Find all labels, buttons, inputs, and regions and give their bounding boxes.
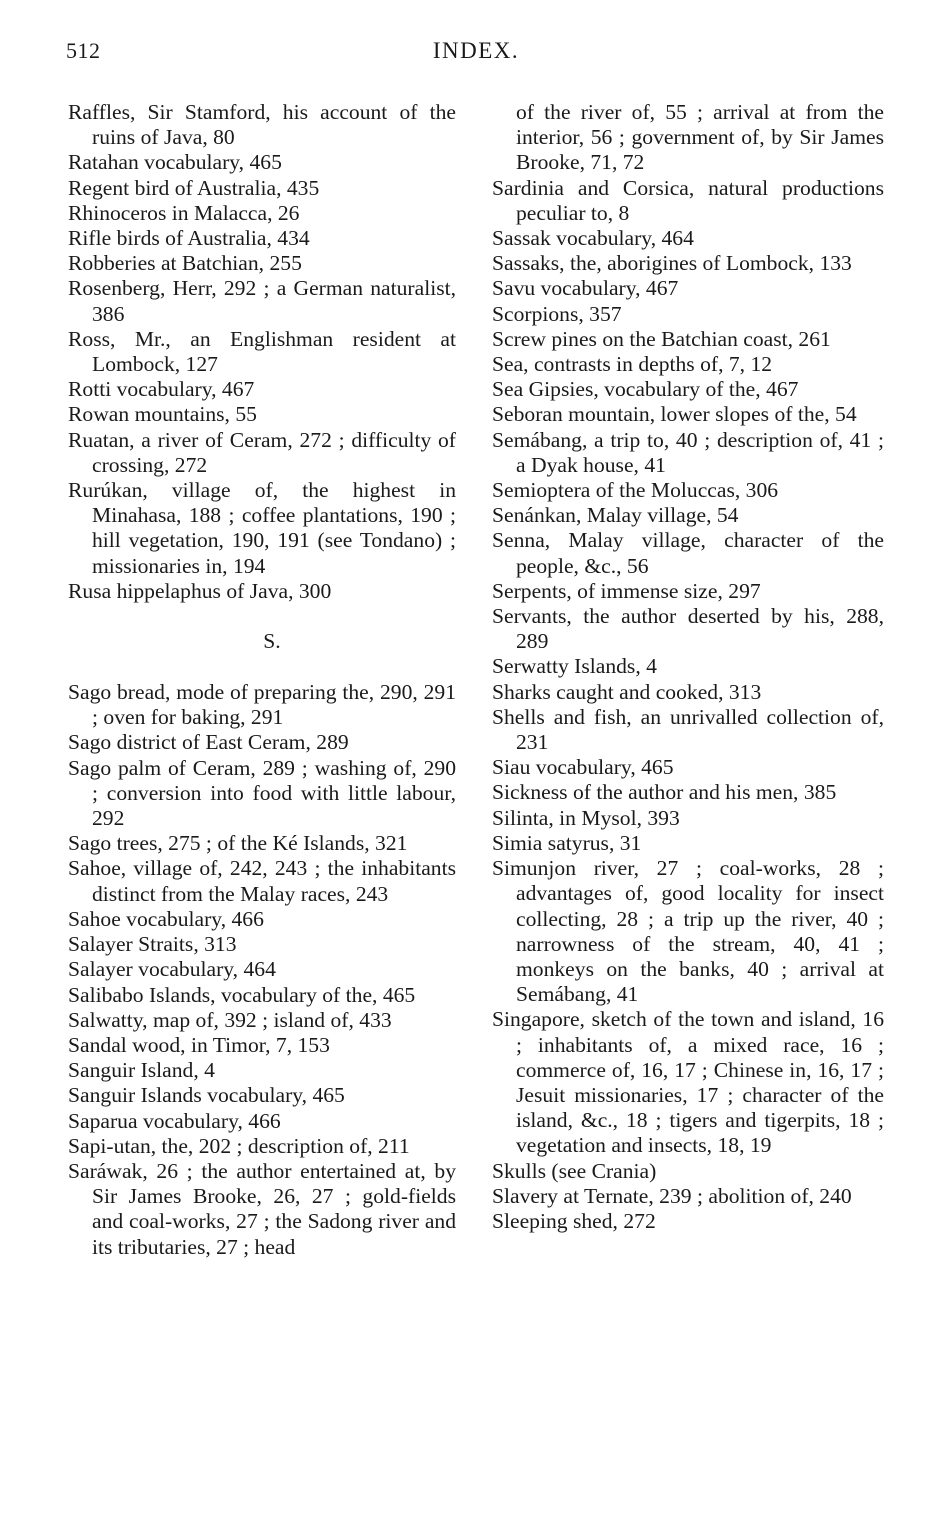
right-column bbox=[492, 100, 884, 1234]
index-entry: Regent bird of Australia, 435 bbox=[68, 175, 320, 200]
index-entry: Ruatan, a river of Ceram, 272 ; difficulty of crossing, 272 bbox=[68, 427, 456, 477]
index-entry: Scorpions, 357 bbox=[492, 301, 622, 326]
index-entry: Sickness of the author and his men, 385 bbox=[492, 780, 837, 805]
index-entry: Raffles, Sir Stamford, his account of the ruins of Java, 80 bbox=[68, 100, 456, 150]
index-entry: Seboran mountain, lower slopes of the, 54 bbox=[492, 402, 857, 427]
index-entry: Salwatty, map of, 392 ; island of, 433 bbox=[68, 1007, 392, 1032]
index-entry: Silinta, in Mysol, 393 bbox=[492, 805, 680, 830]
index-entry: Sahoe, village of, 242, 243 ; the inhabitants distinct from the Malay races, 243 bbox=[68, 856, 456, 906]
index-entry: Sea, contrasts in depths of, 7, 12 bbox=[492, 352, 773, 377]
index-entry: Semioptera of the Moluccas, 306 bbox=[492, 478, 779, 503]
index-entry: Saparua vocabulary, 466 bbox=[68, 1108, 281, 1133]
index-entry: Ratahan vocabulary, 465 bbox=[68, 150, 282, 175]
index-entry: Rurúkan, village of, the highest in Minahasa, 188 ; coffee plantations, 190 ; hill vegetation, 190, 191 (see Tondano) ; missionaries in, 194 bbox=[68, 478, 456, 578]
left-column bbox=[68, 100, 456, 1260]
index-entry-continuation: of the river of, 55 ; arrival at from the interior, 56 ; government of, by Sir James Brooke, 71, 72 bbox=[516, 100, 884, 175]
index-entry: Rusa hippelaphus of Java, 300 bbox=[68, 578, 332, 603]
index-entry: Sapi-utan, the, 202 ; description of, 211 bbox=[68, 1133, 410, 1158]
index-entry: Sassak vocabulary, 464 bbox=[492, 226, 694, 251]
index-entry: Sanguir Islands vocabulary, 465 bbox=[68, 1083, 345, 1108]
index-entry: Singapore, sketch of the town and island, 16 ; inhabitants of, a mixed race, 16 ; commerce of, 16, 17 ; Chinese in, 16, 17 ; Jesuit missionaries, 17 ; character of the island, &c., 18 ; tigers and tigerpits, 18 ; vegetation and insects, 18, 19 bbox=[492, 1007, 884, 1158]
index-entry: Robberies at Batchian, 255 bbox=[68, 251, 302, 276]
index-entry: Salibabo Islands, vocabulary of the, 465 bbox=[68, 982, 416, 1007]
index-entry: Rhinoceros in Malacca, 26 bbox=[68, 200, 300, 225]
index-entry: Rifle birds of Australia, 434 bbox=[68, 226, 310, 251]
index-entry: Rowan mountains, 55 bbox=[68, 402, 257, 427]
index-entry: Servants, the author deserted by his, 288, 289 bbox=[492, 604, 884, 654]
index-entry: Simunjon river, 27 ; coal-works, 28 ; advantages of, good locality for insect collecting, 28 ; a trip up the river, 40 ; narrowness of the stream, 40, 41 ; monkeys on the banks, 40 ; arrival at Semábang, 41 bbox=[492, 856, 884, 1007]
index-entry: Salayer vocabulary, 464 bbox=[68, 957, 276, 982]
index-entry: Sardinia and Corsica, natural productions peculiar to, 8 bbox=[492, 175, 884, 225]
index-entry: Sago district of East Ceram, 289 bbox=[68, 730, 349, 755]
index-entry: Skulls (see Crania) bbox=[492, 1158, 657, 1183]
index-entry: Sharks caught and cooked, 313 bbox=[492, 679, 762, 704]
page-number: 512 bbox=[66, 38, 101, 63]
index-entry: Saráwak, 26 ; the author entertained at, by Sir James Brooke, 26, 27 ; gold-fields and coal-works, 27 ; the Sadong river and its tributaries, 27 ; head bbox=[68, 1158, 456, 1259]
index-entry: Salayer Straits, 313 bbox=[68, 932, 237, 957]
index-entry: Rotti vocabulary, 467 bbox=[68, 377, 255, 402]
index-entry: Senánkan, Malay village, 54 bbox=[492, 503, 739, 528]
index-entry: Sandal wood, in Timor, 7, 153 bbox=[68, 1032, 330, 1057]
index-entry: Sago palm of Ceram, 289 ; washing of, 290 ; conversion into food with little labour, 292 bbox=[68, 755, 456, 831]
index-entry: Serpents, of immense size, 297 bbox=[492, 578, 761, 603]
index-entry: Semábang, a trip to, 40 ; description of, 41 ; a Dyak house, 41 bbox=[492, 427, 884, 477]
index-entry: Screw pines on the Batchian coast, 261 bbox=[492, 326, 831, 351]
index-entry: Simia satyrus, 31 bbox=[492, 830, 642, 855]
index-entry: Sassaks, the, aborigines of Lombock, 133 bbox=[492, 251, 852, 276]
index-entry: Siau vocabulary, 465 bbox=[492, 755, 674, 780]
index-entry: Rosenberg, Herr, 292 ; a German naturalist, 386 bbox=[68, 276, 456, 326]
index-entry: Sleeping shed, 272 bbox=[492, 1208, 656, 1233]
section-heading: S. bbox=[263, 629, 281, 654]
index-entry: Sea Gipsies, vocabulary of the, 467 bbox=[492, 377, 799, 402]
index-entry: Senna, Malay village, character of the people, &c., 56 bbox=[492, 528, 884, 578]
page-header bbox=[66, 38, 886, 70]
running-head: INDEX. bbox=[432, 38, 520, 63]
index-entry: Shells and fish, an unrivalled collection of, 231 bbox=[492, 704, 884, 755]
index-entry: Sanguir Island, 4 bbox=[68, 1058, 215, 1083]
index-entry: Sahoe vocabulary, 466 bbox=[68, 906, 264, 931]
index-entry: Sago trees, 275 ; of the Ké Islands, 321 bbox=[68, 831, 408, 856]
index-entry: Serwatty Islands, 4 bbox=[492, 654, 657, 679]
index-entry: Sago bread, mode of preparing the, 290, 291 ; oven for baking, 291 bbox=[68, 680, 456, 730]
index-entry: Slavery at Ternate, 239 ; abolition of, 240 bbox=[492, 1183, 852, 1208]
index-entry: Savu vocabulary, 467 bbox=[492, 276, 679, 301]
index-entry: Ross, Mr., an Englishman resident at Lombock, 127 bbox=[68, 326, 456, 377]
